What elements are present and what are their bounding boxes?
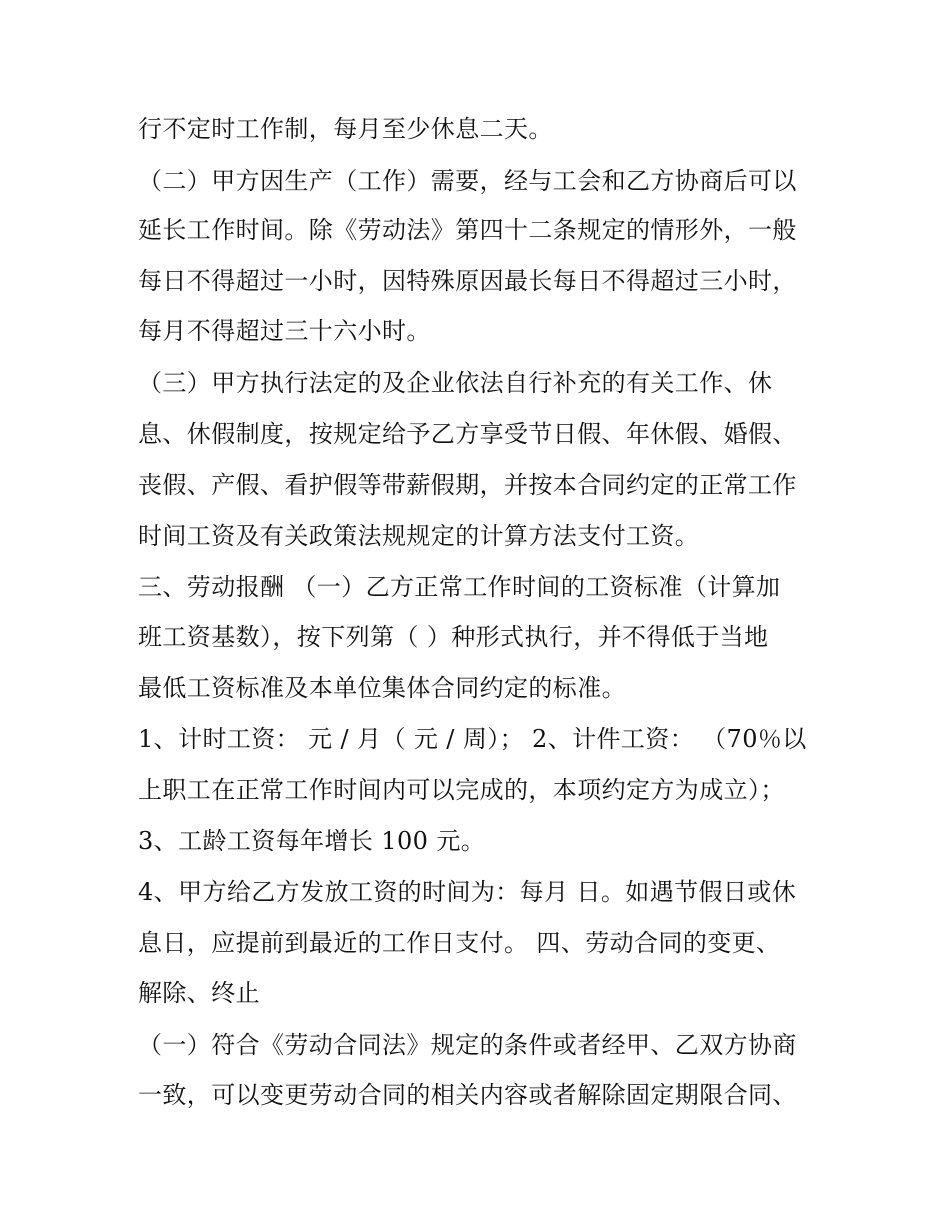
text-line: 每日不得超过一小时，因特殊原因最长每日不得超过三小时， — [138, 267, 797, 295]
text-line: 3、工龄工资每年增长 100 元。 — [138, 827, 486, 855]
text-line: 每月不得超过三十六小时。 — [138, 317, 431, 345]
text-line: （一）符合《劳动合同法》规定的条件或者经甲、乙双方协商 — [138, 1031, 797, 1059]
text-line: 行不定时工作制，每月至少休息二天。 — [138, 115, 553, 143]
text-line: 解除、终止 — [138, 979, 260, 1007]
text-line: 4、甲方给乙方发放工资的时间为：每月 日。如遇节假日或休 — [138, 878, 797, 906]
text-line: （三）甲方执行法定的及企业依法自行补充的有关工作、休 — [138, 369, 773, 397]
text-line: 三、劳动报酬 （一）乙方正常工作时间的工资标准（计算加 — [138, 573, 781, 601]
text-line: 最低工资标准及本单位集体合同约定的标准。 — [138, 674, 626, 702]
text-line: 延长工作时间。除《劳动法》第四十二条规定的情形外，一般 — [138, 216, 797, 244]
text-line: 一致，可以变更劳动合同的相关内容或者解除固定期限合同、 — [138, 1081, 797, 1109]
text-line: 息、休假制度，按规定给予乙方享受节日假、年休假、婚假、 — [138, 420, 797, 448]
text-line: 班工资基数），按下列第（ ）种形式执行，并不得低于当地 — [138, 623, 769, 651]
text-line: 1、计时工资： 元 / 月（ 元 / 周）； 2、计件工资： （70％以 — [138, 725, 807, 753]
text-line: 息日，应提前到最近的工作日支付。 四、劳动合同的变更、 — [138, 929, 781, 957]
text-line: （二）甲方因生产（工作）需要，经与工会和乙方协商后可以 — [138, 167, 797, 195]
text-line: 上职工在正常工作时间内可以完成的，本项约定方为成立）； — [138, 776, 785, 804]
text-line: 丧假、产假、看护假等带薪假期，并按本合同约定的正常工作 — [138, 471, 797, 499]
text-line: 时间工资及有关政策法规规定的计算方法支付工资。 — [138, 522, 700, 550]
